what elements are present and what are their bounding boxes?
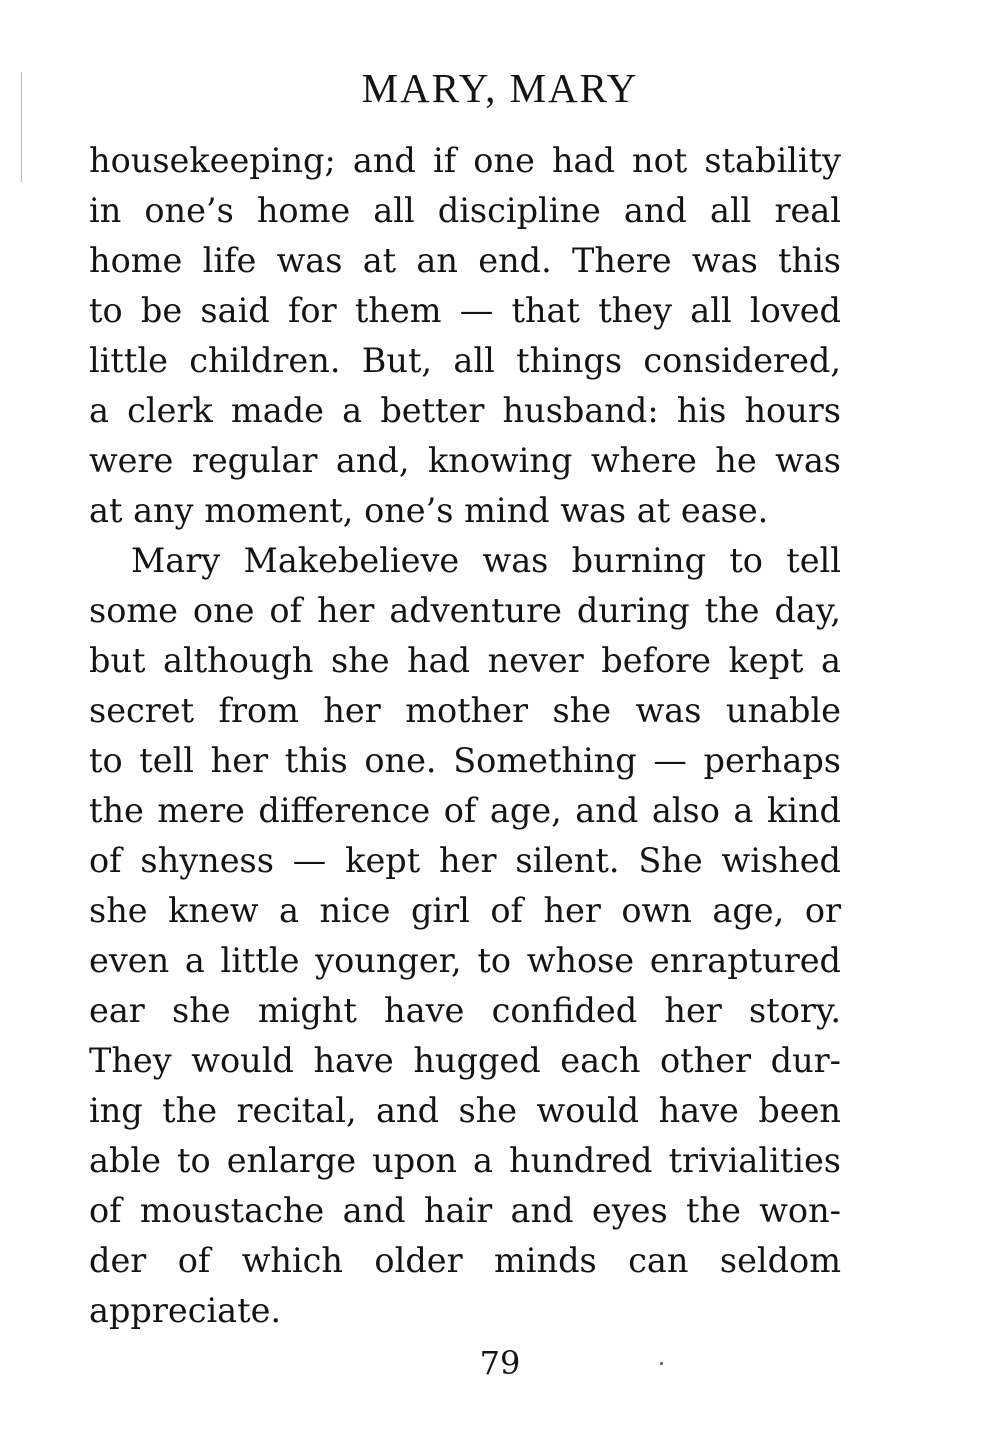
text-line: in one’s home all discipline and all real [89,191,841,230]
text-line: secret from her mother she was unable [89,691,841,730]
text-line: little children. But, all things considered, [89,341,841,380]
text-line: to be said for them — that they all loved [89,291,841,330]
text-line: even a little younger, to whose enraptured [89,941,841,980]
text-line: der of which older minds can seldom [89,1241,841,1280]
text-line: to tell her this one. Something — perhaps [89,741,841,780]
text-line: able to enlarge upon a hundred trivialities [89,1141,841,1180]
text-line: some one of her adventure during the day, [89,591,841,630]
text-line: but although she had never before kept a [89,641,841,680]
page-number: 79 [479,1344,521,1382]
text-line: she knew a nice girl of her own age, or [89,891,841,930]
text-line: appreciate. [89,1291,282,1330]
text-line: home life was at an end. There was this [89,241,841,280]
body-text [89,136,841,1336]
text-line: ing the recital, and she would have been [89,1091,841,1130]
text-line: were regular and, knowing where he was [89,441,841,480]
text-line: of moustache and hair and eyes the won- [89,1191,841,1230]
running-head: MARY, MARY [361,65,639,111]
text-line: the mere difference of age, and also a kind [89,791,841,830]
text-line: a clerk made a better husband: his hours [89,391,841,430]
text-line: ear she might have confided her story. [89,991,841,1030]
text-line: at any moment, one’s mind was at ease. [89,491,769,530]
text-line: Mary Makebelieve was burning to tell [131,541,841,580]
text-line: They would have hugged each other dur- [89,1041,841,1080]
text-line: housekeeping; and if one had not stability [89,141,841,180]
text-line: of shyness — kept her silent. She wished [89,841,841,880]
